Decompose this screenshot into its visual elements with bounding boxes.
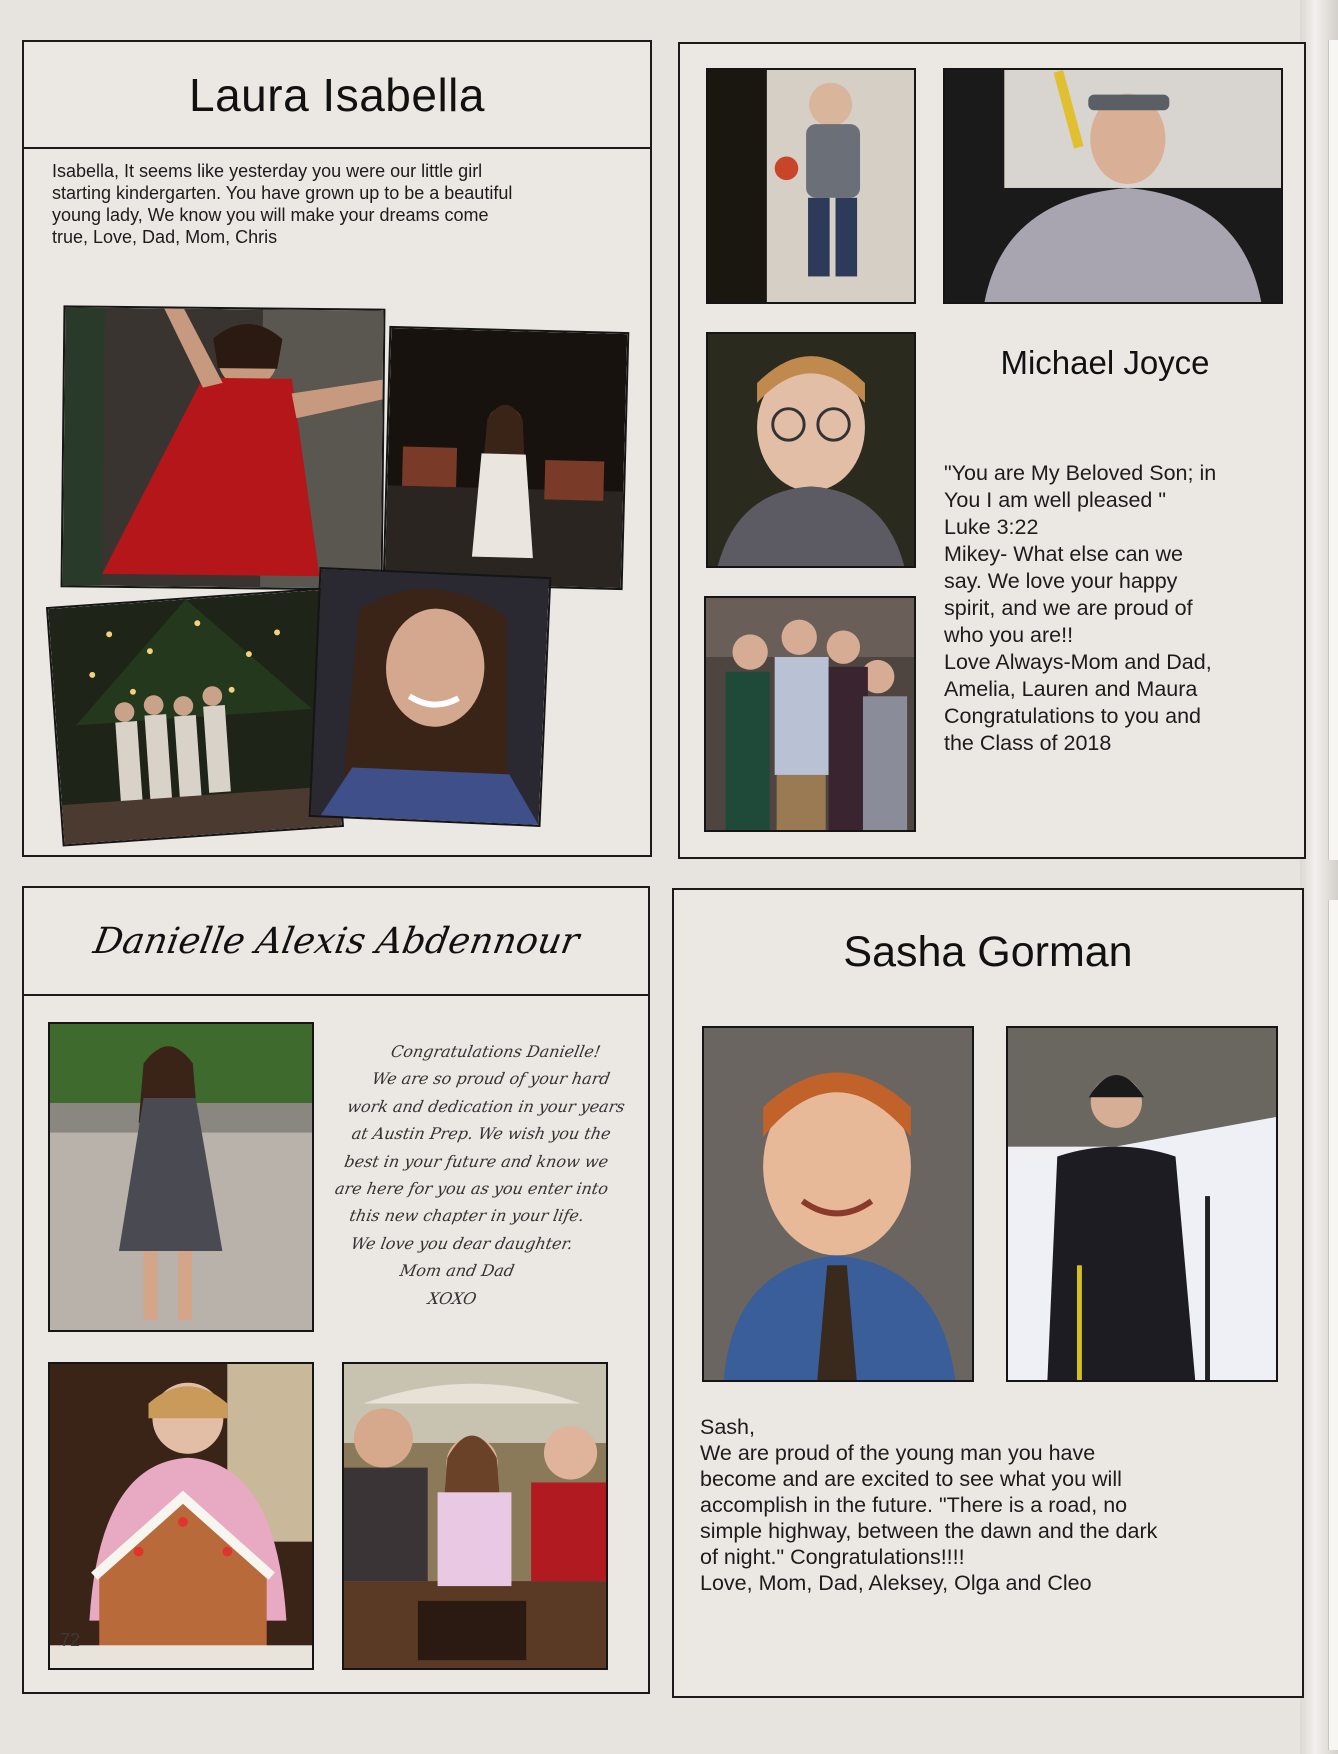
laura-photo-white-dress (383, 326, 630, 590)
michael-message: "You are My Beloved Son; in You I am well pleased " Luke 3:22 Mikey- What else can we say. We love your happy spirit, and we are proud of who you are!! Love Always-Mom and Dad, Amelia, Lauren and Maura Congratulations to you and the Class of 2018 (944, 461, 1217, 755)
sasha-photo-skiing (1006, 1026, 1278, 1382)
laura-photo-christmas-tree (46, 587, 344, 846)
laura-message: Isabella, It seems like yesterday you were our little girl starting kindergarten. You have grown up to be a beautiful young lady, We know you will make your dreams come true, Love, Dad, Mom, Chris (52, 161, 513, 247)
michael-photo-hoodie (943, 68, 1283, 304)
danielle-abdennour-panel (22, 886, 650, 1694)
danielle-photo-family-dinner (342, 1362, 608, 1670)
michael-photo-toddler (706, 68, 916, 304)
page-number: 72 (60, 1630, 81, 1650)
laura-isabella-panel (22, 40, 652, 857)
danielle-photo-gingerbread (48, 1362, 314, 1670)
michael-joyce-panel (678, 42, 1306, 859)
danielle-photo-standing (48, 1022, 314, 1332)
binding-tab (1328, 40, 1338, 160)
sasha-gorman-panel (672, 888, 1304, 1698)
michael-photo-glasses (706, 332, 916, 568)
danielle-title-bar (24, 888, 648, 996)
laura-photo-smiling (309, 567, 552, 827)
sasha-photo-toddler (702, 1026, 974, 1382)
laura-title: Laura Isabella (189, 68, 485, 121)
sasha-title: Sasha Gorman (843, 928, 1133, 976)
laura-photo-red-dress (61, 305, 386, 590)
michael-title: Michael Joyce (1000, 344, 1210, 381)
michael-photo-family (704, 596, 916, 832)
binding-tab (1328, 900, 1338, 1750)
laura-title-bar (24, 42, 650, 149)
sasha-message: Sash, We are proud of the young man you have become and are excited to see what you will accomplish in the future. "There is a road, no simple highway, between the dawn and the dark of night." Congratulations!!!! Love, Mom, Dad, Aleksey, Olga and Cleo (700, 1415, 1158, 1595)
danielle-title: Danielle Alexis Abdennour (90, 920, 582, 962)
binding-tab (1328, 160, 1338, 860)
danielle-message: Congratulations Danielle! We are so proud of your hard work and dedication in your years at Austin Prep. We wish you the best in your future and know we are here for you as you enter into this new chapter in your life. We love you dear daughter. Mom and Dad XOXO (333, 1042, 627, 1308)
